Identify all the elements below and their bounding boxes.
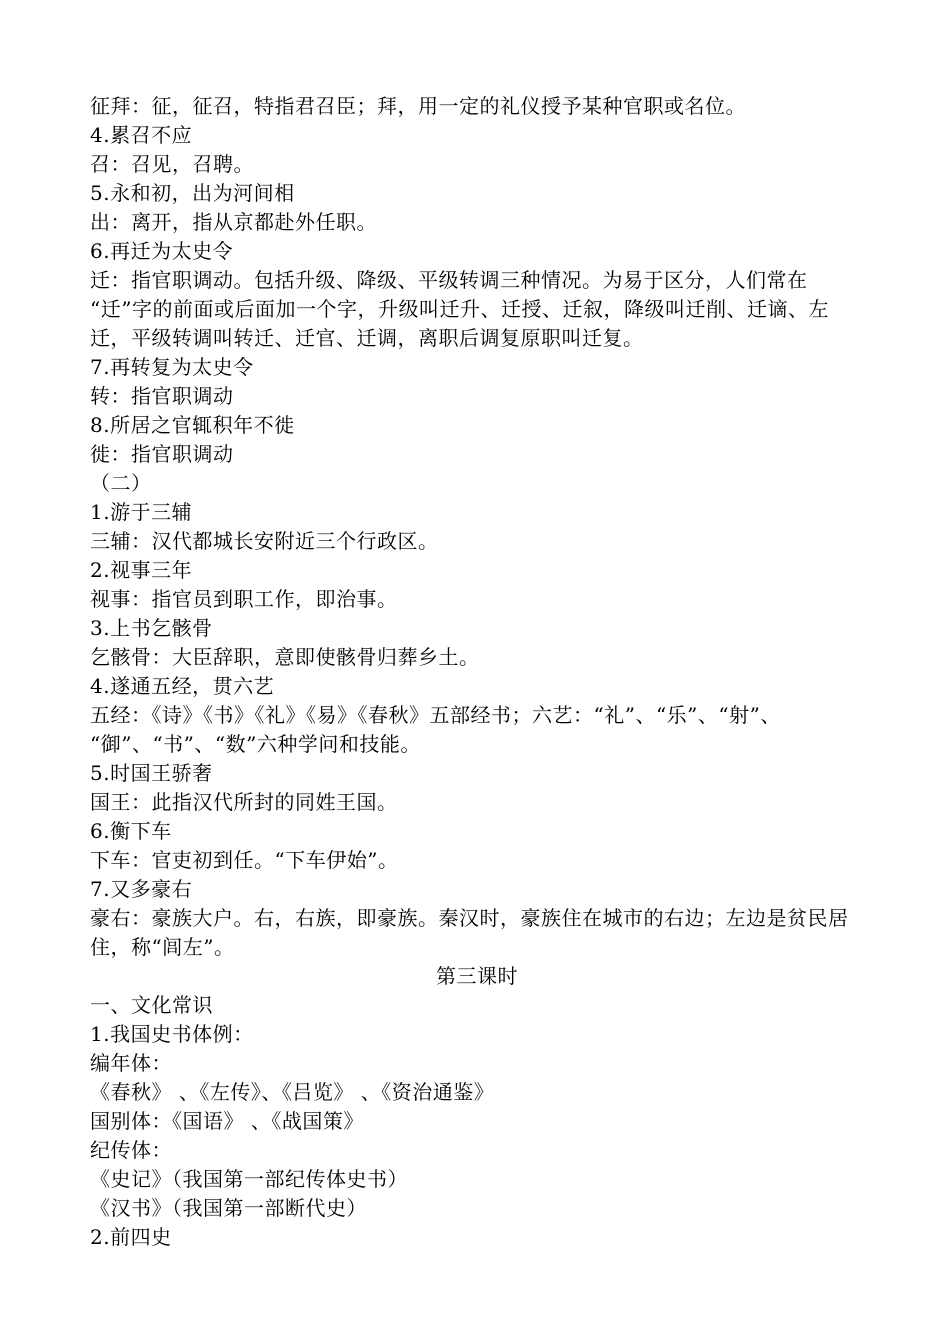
text-line: “御”、“书”、“数”六种学问和技能。 <box>90 732 421 756</box>
text-line: 征拜：征，征召，特指君召臣；拜，用一定的礼仪授予某种官职或名位。 <box>90 94 746 118</box>
text-line: 《史记》（我国第一部纪传体史书） <box>90 1167 408 1191</box>
text-line: 7.再转复为太史令 <box>90 355 254 379</box>
text-line: 《春秋》 、《左传》、《吕览》 、《资治通鉴》 <box>90 1080 495 1104</box>
text-line: 1.游于三辅 <box>90 500 193 524</box>
text-line: 徙：指官职调动 <box>90 442 234 466</box>
text-line: 五经：《诗》《书》《礼》《易》《春秋》五部经书；六艺：“礼”、“乐”、“射”、 <box>90 703 781 727</box>
text-line: 乞骸骨：大臣辞职，意即使骸骨归葬乡土。 <box>90 645 480 669</box>
text-line: 1.我国史书体例： <box>90 1022 254 1046</box>
text-line: 转：指官职调动 <box>90 384 234 408</box>
text-line: 编年体： <box>90 1051 172 1075</box>
text-line: 召：召见，召聘。 <box>90 152 254 176</box>
text-line: 迁，平级转调叫转迁、迁官、迁调，离职后调复原职叫迁复。 <box>90 326 644 350</box>
text-line: 5.永和初，出为河间相 <box>90 181 295 205</box>
text-line: 2.前四史 <box>90 1225 172 1249</box>
text-line: 下车：官吏初到任。“下车伊始”。 <box>90 848 399 872</box>
text-line: 7.又多豪右 <box>90 877 193 901</box>
text-line: 6.衡下车 <box>90 819 172 843</box>
text-line: 视事：指官员到职工作，即治事。 <box>90 587 398 611</box>
text-line: 一、文化常识 <box>90 993 213 1017</box>
text-line: 三辅：汉代都城长安附近三个行政区。 <box>90 529 439 553</box>
text-line: 6.再迁为太史令 <box>90 239 234 263</box>
text-line: 出：离开，指从京都赴外任职。 <box>90 210 377 234</box>
text-line: 纪传体： <box>90 1138 172 1162</box>
text-line: 3.上书乞骸骨 <box>90 616 213 640</box>
text-line: 2.视事三年 <box>90 558 193 582</box>
document-body <box>90 92 864 1252</box>
text-line: （二） <box>90 471 152 495</box>
text-line: 国王：此指汉代所封的同姓王国。 <box>90 790 398 814</box>
text-line: 5.时国王骄奢 <box>90 761 213 785</box>
text-line: 住，称“闾左”。 <box>90 935 235 959</box>
text-line: “迁”字的前面或后面加一个字，升级叫迁升、迁授、迁叙，降级叫迁削、迁谪、左 <box>90 297 829 321</box>
text-line: 4.累召不应 <box>90 123 193 147</box>
text-line: 8.所居之官辄积年不徙 <box>90 413 295 437</box>
text-line: 国别体：《国语》 、《战国策》 <box>90 1109 364 1133</box>
text-line: 迁：指官职调动。包括升级、降级、平级转调三种情况。为易于区分，人们常在 <box>90 268 808 292</box>
section-heading: 第三课时 <box>436 964 518 988</box>
text-line: 4.遂通五经，贯六艺 <box>90 674 275 698</box>
text-line: 《汉书》（我国第一部断代史） <box>90 1196 367 1220</box>
text-line: 豪右：豪族大户。右，右族，即豪族。秦汉时，豪族住在城市的右边；左边是贫民居 <box>90 906 849 930</box>
